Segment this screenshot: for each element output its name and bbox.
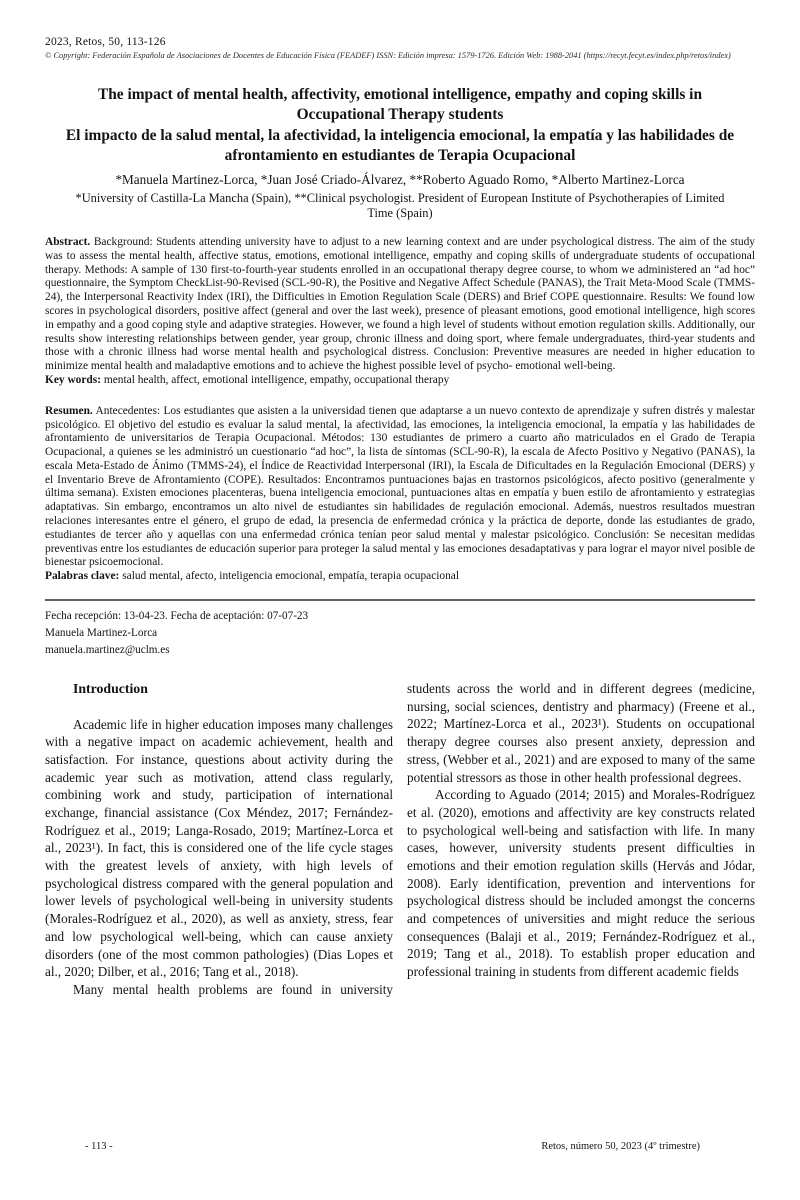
right-column — [407, 680, 755, 1010]
corresponding-email: manuela.martinez@uclm.es — [45, 644, 170, 657]
page-number: - 113 - — [85, 1141, 113, 1152]
dates-block — [45, 608, 755, 659]
resumen-label: Resumen. — [45, 404, 93, 417]
abstract-section — [45, 236, 755, 388]
palabras-clave-text: salud mental, afecto, inteligencia emocional, empatía, terapia ocupacional — [122, 570, 460, 583]
intro-paragraph-2-start: Many mental health problems are found in university — [73, 981, 393, 997]
title-block — [45, 85, 755, 221]
keywords-line — [45, 374, 755, 388]
paper-title-spanish: El impacto de la salud mental, la afectividad, la inteligencia emocional, la empatía y las habilidades de afrontamiento en estudiantes de Terapia Ocupacional — [65, 126, 735, 165]
corresponding-author: Manuela Martinez-Lorca — [45, 627, 158, 640]
abstract-text: Background: Students attending university have to adjust to a new learning context and are under psychological distress. The aim of the study was to assess the mental health, affective status, emotions, emotional intelligence, empathy and coping skills of undergraduate students of occupational therapy. Methods: A sample of 130 first-to-fourth-year students enrolled in an occupational therapy degree course, to whom we administered an “ad hoc” questionnaire, the Symptom CheckList-90-Revised (SCL-90-R), the Positive and Negative Affect Schedule (PANAS), the Trait Meta-Mood Scale (TMMS-24), the Interpersonal Reactivity Index (IRI), the Difficulties in Emotion Regulation Scale (DERS) and Brief COPE questionnaire. Results: We found low scores in psychological disorders, positive affect (general and over the last week), presence of pleasant emotions, good emotional intelligence, high scores in empathy and a good coping style and adaptive strategies. However, we found a high level of students without emotion regulation skills. Additionally, our results show interesting relationships between gender, year group, chronic illness and doing sport, where female undergraduates, third-year students and those with a chronic illness had worse mental health and psychological distress. Conclusion: Preventive measures are needed in higher education to minimize mental health and maladaptive emotions and to achieve the highest possible level of psycho- emotional well-being. — [45, 235, 755, 373]
journal-header — [45, 36, 755, 60]
journal-copyright: © Copyright: Federación Española de Asociaciones de Docentes de Educación Física (FEADEF) ISSN: Edición impresa: 1579-1726. Edición Web: 1988-2041 (https://recyt.fecyt.es/index.php/retos/index) — [45, 51, 731, 60]
journal-citation: 2023, Retos, 50, 113-126 — [45, 36, 166, 48]
authors-line: *Manuela Martinez-Lorca, *Juan José Criado-Álvarez, **Roberto Aguado Romo, *Alberto Martinez-Lorca — [115, 171, 685, 187]
intro-paragraph-2-continued: students across the world and in different degrees (medicine, nursing, social sciences, dentistry and pharmacy) (Freene et al., 2022; Martínez-Lorca et al., 2023¹). Students on occupational therapy degree courses also present anxiety, depression and stress, (Webber et al., 2021) and are exposed to many of the same potential stressors as those in other health professional degrees. — [407, 681, 755, 785]
abstract-label: Abstract. — [45, 235, 91, 248]
resumen-text: Antecedentes: Los estudiantes que asisten a la universidad tienen que adaptarse a un nuevo contexto de aprendizaje y sufren distrés y malestar psicológico. El objetivo del estudio es evaluar la salud mental, la afectividad, las emociones, la inteligencia emocional, la empatía y las habilidades de afrontamiento de universitarios de Terapia Ocupacional. Métodos: 130 estudiantes de primero a cuarto año matriculados en el Grado de Terapia Ocupacional, a quienes se les administró un cuestionario “ad hoc”, la lista de síntomas (SCL-90-R), la escala de Afecto Positivo y Negativo (PANAS), la escala Meta-Estado de Ánimo (TMMS-24), el Índice de Reactividad Interpersonal (IRI), la Escala de Dificultades en la Regulación Emocional (DERS) y el Inventario Breve de Afrontamiento (COPE). Resultados: Encontramos puntuaciones bajas en trastornos psicológicos, afecto positivo (generalmente y última semana). Existen emociones placenteras, buena inteligencia emocional, puntuaciones altas en empatía y buen estilo de afrontamiento y estrategias adaptativas. Sin embargo, encontramos un alto nivel de estudiantes sin habilidades de regulación emocional. Además, nuestros resultados muestran relaciones interesantes entre el género, el grupo de edad, la presencia de enfermedad crónica y la práctica de deporte, donde las estudiantes de grado, estudiantes de tercer año y aquellas con una enfermedad crónica tenían peor salud mental y malestar psicológico. Conclusión: Se necesitan medidas preventivas entre los estudiantes de educación superior para proteger la salud mental y las emociones desadaptativas y para lograr el mayor nivel posible de bienestar psicoemocional. — [45, 404, 755, 569]
page-footer — [85, 1141, 700, 1152]
footer-issue-info: Retos, número 50, 2023 (4º trimestre) — [541, 1141, 700, 1152]
palabras-clave-label: Palabras clave: — [45, 570, 120, 583]
body-columns — [45, 680, 755, 1010]
paper-title-english: The impact of mental health, affectivity, emotional intelligence, empathy and coping skills in Occupational Therapy students — [97, 86, 703, 124]
divider-rule — [45, 599, 755, 601]
affiliations-line: *University of Castilla-La Mancha (Spain), **Clinical psychologist. President of European Institute of Psychotherapies of Limited Time (Spain) — [75, 190, 725, 220]
resumen-paragraph — [45, 405, 755, 571]
palabras-clave-line — [45, 570, 755, 584]
intro-paragraph-1: Academic life in higher education imposes many challenges with a negative impact on academic achievement, health and satisfaction. For instance, questions about activity during the academic year such as motivation, attend class regularly, combining work and study, participation of international exchange, financial assistance (Cox Méndez, 2017; Fernández-Rodríguez et al., 2019; Langa-Rosado, 2019; Martínez-Lorca et al., 2023¹). In fact, this is considered one of the life cycle stages with the greatest levels of anxiety, with high levels of psychological distress compared with the general population and lower levels of psychological well-being in university students (Morales-Rodríguez et al., 2020), as well as anxiety, stress, fear and low psychological well-being, which can cause anxiety disorders (one of the most common pathologies) (Dias Lopes et al., 2020; Dilber, et al., 2016; Tang et al., 2018). — [45, 716, 393, 980]
left-column — [45, 680, 393, 1010]
section-heading-introduction: Introduction — [73, 681, 148, 697]
resumen-section — [45, 405, 755, 584]
intro-paragraph-3: According to Aguado (2014; 2015) and Morales-Rodríguez et al. (2020), emotions and affectivity are key constructs related to psychological well-being and satisfaction with life. In many cases, however, university students present difficulties in emotions and their emotion regulation skills (Hervás and Jódar, 2008). Early identification, prevention and interventions for psychological distress should be included amongst the concerns and competences of universities and might reduce the serious consequences (Balaji et al., 2019; Fernández-Rodríguez et al., 2019; Tang et al., 2018). To establish proper education and professional training in students from different academic fields — [407, 787, 755, 980]
keywords-label: Key words: — [45, 373, 101, 386]
reception-date-line: Fecha recepción: 13-04-23. Fecha de aceptación: 07-07-23 — [45, 610, 309, 623]
abstract-paragraph — [45, 236, 755, 374]
keywords-text: mental health, affect, emotional intelligence, empathy, occupational therapy — [103, 373, 450, 386]
